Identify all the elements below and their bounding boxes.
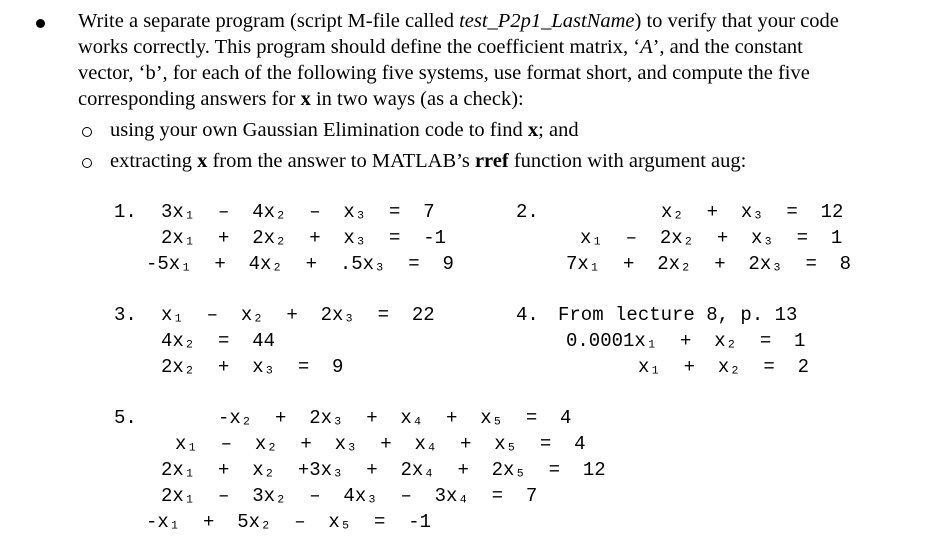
system-1-eq-1: 3x₁ – 4x₂ – x₃ = 7 <box>161 201 435 223</box>
system-4-eq-1: 0.0001x₁ + x₂ = 1 <box>566 330 806 352</box>
system-3-label: 3. <box>114 304 137 326</box>
instruction-line-4: corresponding answers for x in two ways (as a check): <box>78 88 524 110</box>
system-5-eq-4: 2x₁ – 3x₂ – 4x₃ – 3x₄ = 7 <box>161 485 538 507</box>
system-5-eq-2: x₁ – x₂ + x₃ + x₄ + x₅ = 4 <box>175 433 586 455</box>
system-5-eq-3: 2x₁ + x₂ +3x₃ + 2x₄ + 2x₅ = 12 <box>161 459 606 481</box>
system-1-label: 1. <box>114 201 137 223</box>
sub-item-2: extracting x from the answer to MATLAB’s rref function with argument aug: <box>110 150 747 172</box>
system-2-eq-1: x₂ + x₃ = 12 <box>661 201 844 223</box>
file-name: test_P2p1_LastName <box>459 10 635 32</box>
bullet-icon <box>36 19 45 28</box>
instruction-line-2: works correctly. This program should define the coefficient matrix, ‘A’, and the constant <box>78 36 803 58</box>
sub-item-1: using your own Gaussian Elimination code to find x; and <box>110 119 579 141</box>
system-5-eq-1: -x₂ + 2x₃ + x₄ + x₅ = 4 <box>218 407 572 429</box>
instruction-line-3: vector, ‘b’, for each of the following five systems, use format short, and compute the five <box>78 62 810 84</box>
system-1-eq-2: 2x₁ + 2x₂ + x₃ = -1 <box>161 227 447 249</box>
system-1-eq-3: -5x₁ + 4x₂ + .5x₃ = 9 <box>146 253 454 275</box>
system-2-eq-3: 7x₁ + 2x₂ + 2x₃ = 8 <box>566 253 852 275</box>
system-5-label: 5. <box>114 407 137 429</box>
instruction-paragraph <box>78 8 918 112</box>
instruction-line-1: Write a separate program (script M-file called test_P2p1_LastName) to verify that your code <box>78 10 839 32</box>
sub-bullet-icon <box>82 127 92 137</box>
system-2-label: 2. <box>516 201 539 223</box>
system-2-eq-2: x₁ – 2x₂ + x₃ = 1 <box>580 227 843 249</box>
system-4-label: 4. <box>516 304 539 326</box>
system-4-heading: From lecture 8, p. 13 <box>558 304 798 326</box>
system-3-eq-1: x₁ – x₂ + 2x₃ = 22 <box>161 304 435 326</box>
sub-bullet-icon <box>82 158 92 168</box>
system-5-eq-5: -x₁ + 5x₂ – x₅ = -1 <box>146 511 432 533</box>
system-4-eq-2: x₁ + x₂ = 2 <box>638 356 810 378</box>
system-3-eq-3: 2x₂ + x₃ = 9 <box>161 356 344 378</box>
system-3-eq-2: 4x₂ = 44 <box>161 330 276 352</box>
